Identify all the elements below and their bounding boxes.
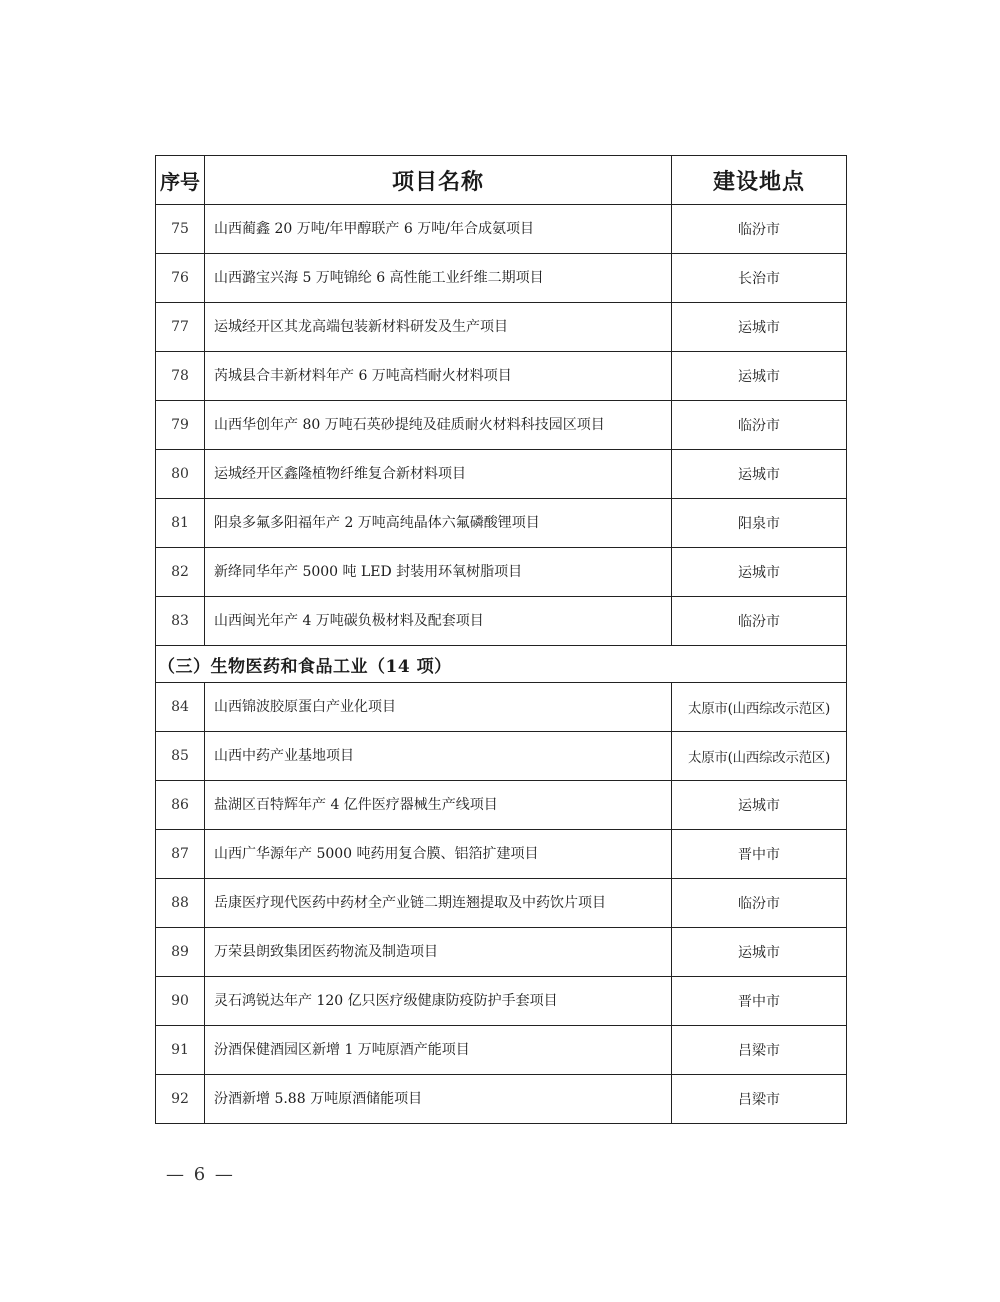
row-number: 79 (156, 401, 205, 450)
table-row (156, 781, 847, 830)
header-number: 序号 (156, 156, 205, 205)
row-project-name: 山西中药产业基地项目 (205, 732, 672, 781)
row-location: 临汾市 (672, 597, 847, 646)
row-project-name: 芮城县合丰新材料年产 6 万吨高档耐火材料项目 (205, 352, 672, 401)
row-project-name: 岳康医疗现代医药中药材全产业链二期连翘提取及中药饮片项目 (205, 879, 672, 928)
table-row (156, 830, 847, 879)
table-row (156, 928, 847, 977)
row-number: 92 (156, 1075, 205, 1124)
table-row (156, 732, 847, 781)
page-number: — 6 — (166, 1164, 235, 1185)
row-location: 晋中市 (672, 977, 847, 1026)
table-row (156, 597, 847, 646)
row-number: 82 (156, 548, 205, 597)
row-location: 阳泉市 (672, 499, 847, 548)
row-number: 91 (156, 1026, 205, 1075)
row-number: 85 (156, 732, 205, 781)
table-row (156, 352, 847, 401)
table-row (156, 254, 847, 303)
table-row (156, 303, 847, 352)
row-project-name: 山西闽光年产 4 万吨碳负极材料及配套项目 (205, 597, 672, 646)
row-project-name: 新绛同华年产 5000 吨 LED 封装用环氧树脂项目 (205, 548, 672, 597)
header-location: 建设地点 (672, 156, 847, 205)
row-number: 86 (156, 781, 205, 830)
table-row (156, 1075, 847, 1124)
row-number: 84 (156, 683, 205, 732)
table-row (156, 548, 847, 597)
table-row (156, 205, 847, 254)
row-number: 88 (156, 879, 205, 928)
row-project-name: 汾酒保健酒园区新增 1 万吨原酒产能项目 (205, 1026, 672, 1075)
row-location: 临汾市 (672, 879, 847, 928)
row-location: 运城市 (672, 352, 847, 401)
row-project-name: 汾酒新增 5.88 万吨原酒储能项目 (205, 1075, 672, 1124)
row-project-name: 山西华创年产 80 万吨石英砂提纯及硅质耐火材料科技园区项目 (205, 401, 672, 450)
row-number: 76 (156, 254, 205, 303)
row-location: 吕梁市 (672, 1026, 847, 1075)
row-project-name: 灵石鸿锐达年产 120 亿只医疗级健康防疫防护手套项目 (205, 977, 672, 1026)
row-number: 83 (156, 597, 205, 646)
row-project-name: 运城经开区鑫隆植物纤维复合新材料项目 (205, 450, 672, 499)
row-number: 78 (156, 352, 205, 401)
row-project-name: 万荣县朗致集团医药物流及制造项目 (205, 928, 672, 977)
table-row (156, 977, 847, 1026)
row-number: 77 (156, 303, 205, 352)
table-row (156, 683, 847, 732)
row-number: 81 (156, 499, 205, 548)
table-row (156, 401, 847, 450)
table-row (156, 879, 847, 928)
row-location: 长治市 (672, 254, 847, 303)
row-location: 临汾市 (672, 205, 847, 254)
row-number: 80 (156, 450, 205, 499)
table-header-row (156, 156, 847, 205)
table-row (156, 450, 847, 499)
row-project-name: 运城经开区其龙高端包装新材料研发及生产项目 (205, 303, 672, 352)
section-title: （三）生物医药和食品工业（14 项） (156, 646, 847, 683)
row-location: 运城市 (672, 781, 847, 830)
row-number: 89 (156, 928, 205, 977)
row-location: 运城市 (672, 303, 847, 352)
section-heading-row (156, 646, 847, 683)
row-project-name: 山西蔺鑫 20 万吨/年甲醇联产 6 万吨/年合成氨项目 (205, 205, 672, 254)
row-location: 运城市 (672, 450, 847, 499)
row-number: 87 (156, 830, 205, 879)
header-project-name: 项目名称 (205, 156, 672, 205)
project-table (155, 155, 847, 1124)
row-project-name: 山西锦波胶原蛋白产业化项目 (205, 683, 672, 732)
row-number: 90 (156, 977, 205, 1026)
row-project-name: 山西广华源年产 5000 吨药用复合膜、铝箔扩建项目 (205, 830, 672, 879)
row-project-name: 盐湖区百特辉年产 4 亿件医疗器械生产线项目 (205, 781, 672, 830)
row-project-name: 阳泉多氟多阳福年产 2 万吨高纯晶体六氟磷酸锂项目 (205, 499, 672, 548)
row-number: 75 (156, 205, 205, 254)
row-location: 临汾市 (672, 401, 847, 450)
table-row (156, 1026, 847, 1075)
row-location: 太原市(山西综改示范区) (672, 683, 847, 732)
row-location: 运城市 (672, 548, 847, 597)
row-location: 运城市 (672, 928, 847, 977)
table-row (156, 499, 847, 548)
row-location: 吕梁市 (672, 1075, 847, 1124)
row-location: 太原市(山西综改示范区) (672, 732, 847, 781)
row-location: 晋中市 (672, 830, 847, 879)
row-project-name: 山西潞宝兴海 5 万吨锦纶 6 高性能工业纤维二期项目 (205, 254, 672, 303)
